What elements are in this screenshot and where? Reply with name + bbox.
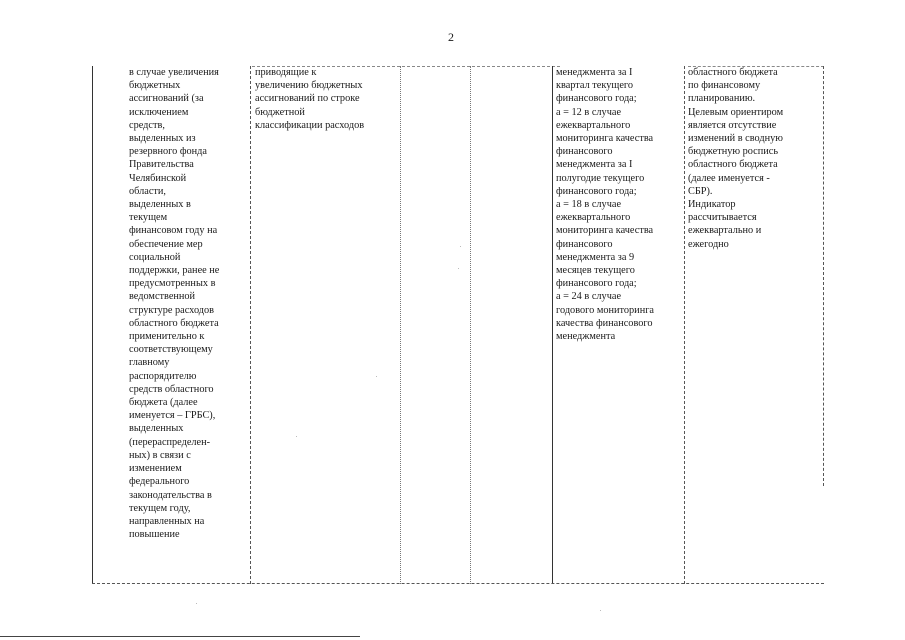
cell-condition: в случае увеличения бюджетных ассигнований (за исключением средств, выделенных из резервного фонда Правительства Челябинской области, выделенных в текущем финансовом году на обеспечение мер социальной поддержки, ранее не предусмотренных в ведомственной структуре расходов областного бюджета применительно к соответствующему главному распорядителю средств областного бюджета (далее именуется – ГРБС), выделенных (перераспределен- ных) в связи с изменением федерального законодательства в текущем году, направленных на повышение: [129, 67, 220, 541]
page-number: 2: [448, 30, 454, 44]
column-divider-3: [470, 66, 471, 584]
column-divider-4: [552, 66, 553, 584]
cell-target-indicator: областного бюджета по финансовому планированию. Целевым ориентиром является отсутствие изменений в сводную бюджетную роспись областного бюджета (далее именуется - СБР). Индикатор рассчитывается ежеквартально и ежегодно: [688, 67, 784, 250]
scan-speck: [458, 268, 459, 269]
column-divider-2: [400, 66, 401, 584]
scan-speck: [196, 603, 197, 604]
cell-effect: приводящие к увеличению бюджетных ассигнований по строке бюджетной классификации расходов: [255, 67, 365, 131]
scan-speck: [460, 246, 461, 247]
data-table: [92, 66, 824, 584]
column-divider-1: [250, 66, 251, 584]
table-right-border: [823, 66, 824, 486]
scan-speck: [600, 610, 601, 611]
cell-formula-coefficient: менеджмента за I квартал текущего финансового года; а = 12 в случае ежеквартального мониторинга качества финансового менеджмента за I полугодие текущего финансового года; а = 18 в случае ежеквартального мониторинга качества финансового менеджмента за 9 месяцев текущего финансового года; а = 24 в случае годового мониторинга качества финансового менеджмента: [556, 67, 654, 343]
table-left-border: [92, 66, 93, 584]
column-divider-5: [684, 66, 685, 584]
scan-speck: [296, 436, 297, 437]
scan-speck: [376, 376, 377, 377]
page-bottom-rule: [0, 636, 360, 637]
